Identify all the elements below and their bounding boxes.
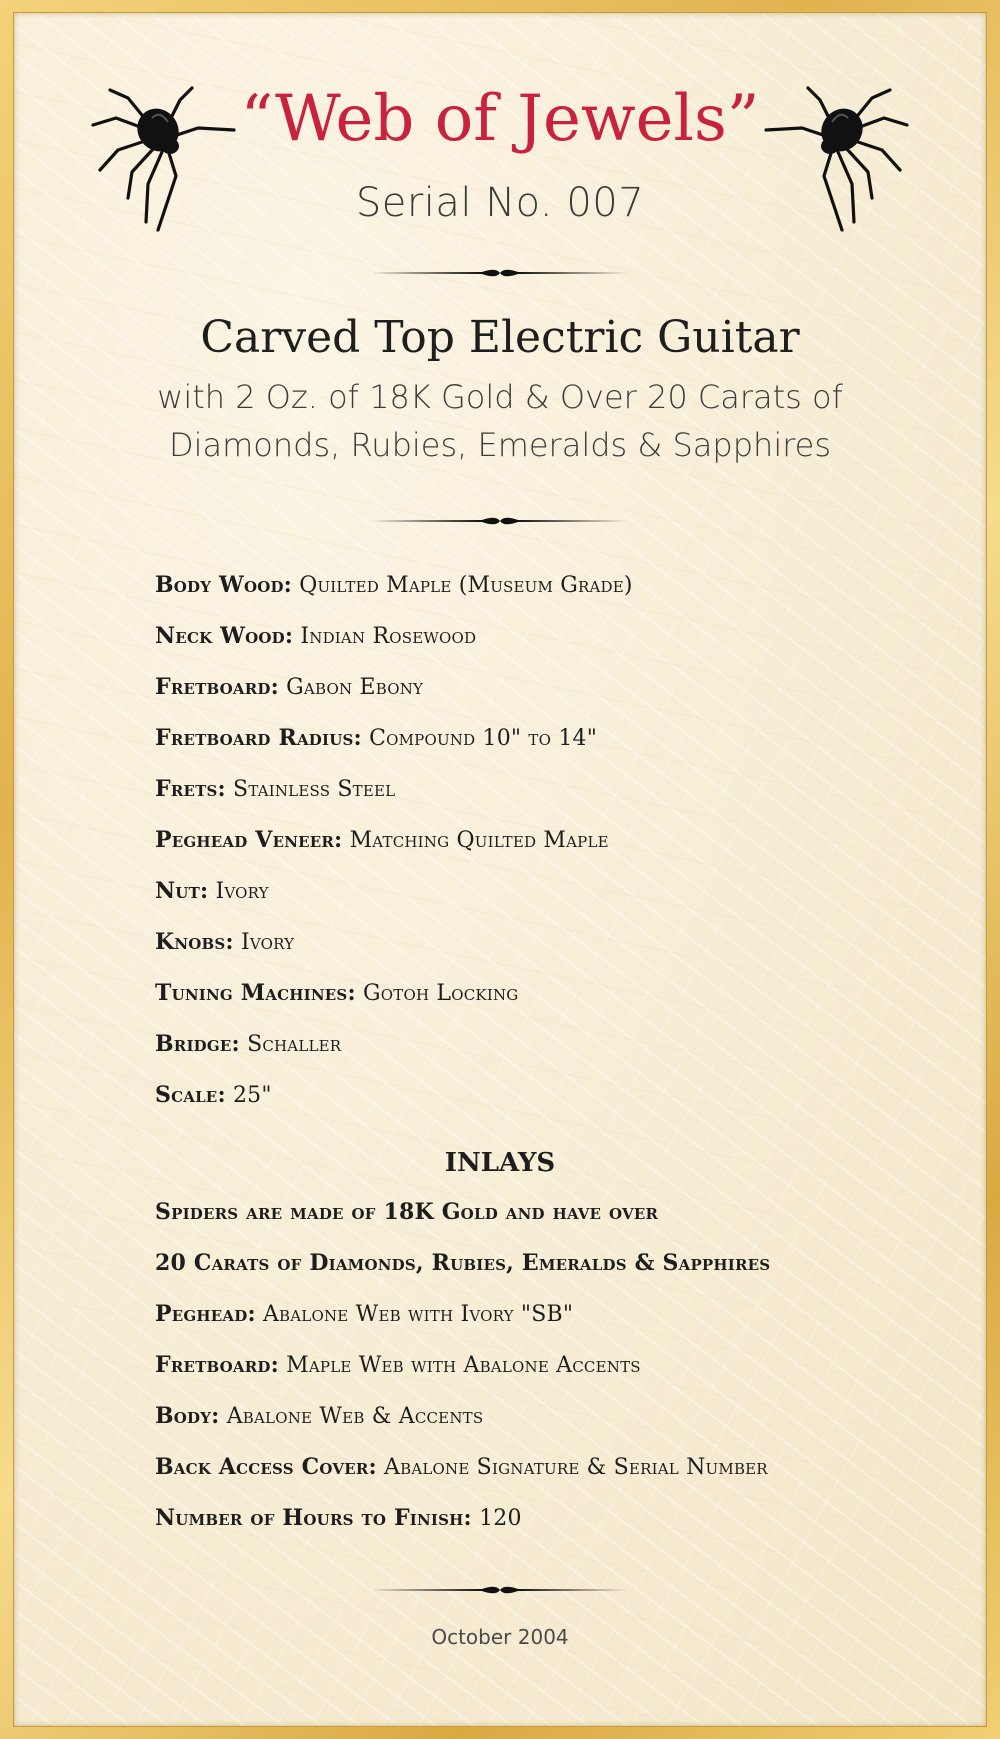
date-label: October 2004 [431, 1625, 569, 1649]
spec-bridge: Bridge: Schaller [155, 1031, 342, 1057]
guitar-heading: Carved Top Electric Guitar [200, 312, 800, 363]
spec-fretboard-radius: Fretboard Radius: Compound 10" to 14" [155, 725, 598, 751]
inlay-back-access-cover: Back Access Cover: Abalone Signature & Serial Number [155, 1454, 768, 1480]
inlay-body: Body: Abalone Web & Accents [155, 1403, 484, 1429]
spec-tuning-machines: Tuning Machines: Gotoh Locking [155, 980, 519, 1006]
spec-nut: Nut: Ivory [155, 878, 269, 904]
subtitle-line-1: with 2 Oz. of 18K Gold & Over 20 Carats of [157, 378, 843, 416]
spec-peghead-veneer: Peghead Veneer: Matching Quilted Maple [155, 827, 609, 853]
ornament-divider-1 [372, 267, 628, 279]
inlay-peghead: Peghead: Abalone Web with Ivory "SB" [155, 1301, 574, 1327]
spec-fretboard: Fretboard: Gabon Ebony [155, 674, 424, 700]
inlay-fretboard: Fretboard: Maple Web with Abalone Accents [155, 1352, 641, 1378]
subtitle-line-2: Diamonds, Rubies, Emeralds & Sapphires [168, 426, 832, 464]
inlay-spiders-line-1: Spiders are made of 18K Gold and have over [155, 1199, 659, 1225]
spec-neck-wood: Neck Wood: Indian Rosewood [155, 623, 477, 649]
spec-scale: Scale: 25" [155, 1082, 272, 1108]
inlay-spiders-line-2: 20 Carats of Diamonds, Rubies, Emeralds & Sapphires [155, 1250, 771, 1276]
inlays-heading: INLAYS [444, 1148, 556, 1178]
spec-knobs: Knobs: Ivory [155, 929, 295, 955]
serial-number: Serial No. 007 [355, 180, 645, 226]
spec-body-wood: Body Wood: Quilted Maple (Museum Grade) [155, 572, 633, 598]
guitar-title: “Web of Jewels” [240, 82, 760, 156]
ornament-divider-3 [372, 1584, 628, 1596]
ornament-divider-2 [372, 515, 628, 527]
spec-frets: Frets: Stainless Steel [155, 776, 396, 802]
inlay-hours-to-finish: Number of Hours to Finish: 120 [155, 1505, 522, 1531]
